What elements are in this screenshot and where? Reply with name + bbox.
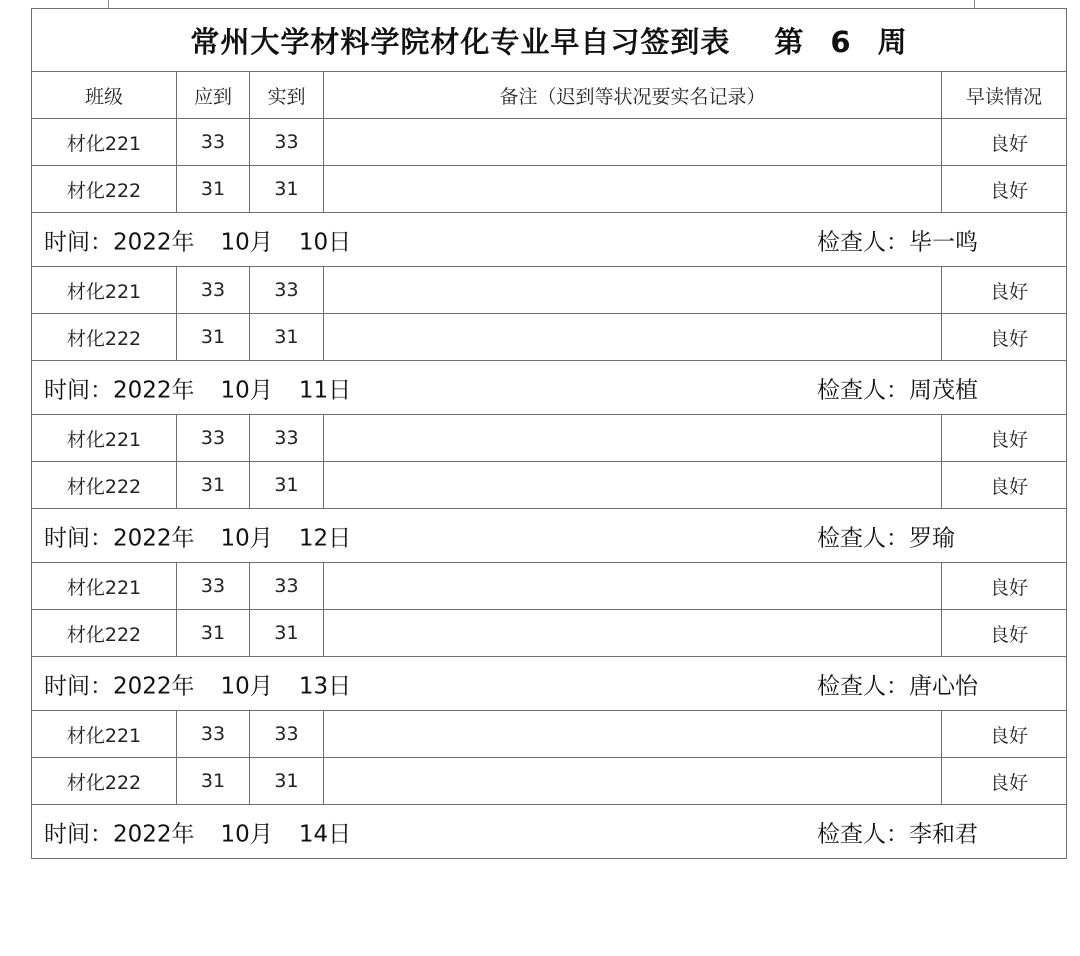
- time-label: 时间：: [44, 673, 113, 699]
- actual-cell: 31: [250, 314, 324, 361]
- table-row: [32, 415, 1067, 462]
- actual-cell: 33: [250, 711, 324, 758]
- header-actual: 实到: [250, 72, 324, 119]
- date-text: [44, 371, 351, 404]
- expected-cell: 31: [177, 758, 250, 805]
- checker-name: 罗瑜: [909, 525, 955, 551]
- expected-cell: 33: [177, 415, 250, 462]
- time-label: 时间：: [44, 525, 113, 551]
- actual-cell: 31: [250, 462, 324, 509]
- date-day: 13日: [298, 673, 352, 699]
- week-prefix: 第: [774, 24, 805, 59]
- date-month: 10月: [220, 673, 273, 699]
- date-year: 2022年: [113, 377, 195, 403]
- class-cell: 材化221: [32, 415, 177, 462]
- date-year: 2022年: [113, 525, 195, 551]
- header-row: [32, 72, 1067, 119]
- date-checker-row: [32, 805, 1067, 859]
- remarks-cell: [324, 462, 942, 509]
- remarks-cell: [324, 563, 942, 610]
- reading-cell: 良好: [942, 758, 1067, 805]
- class-cell: 材化221: [32, 563, 177, 610]
- table-title: [32, 9, 1067, 72]
- table-row: [32, 314, 1067, 361]
- checker-name: 毕一鸣: [909, 229, 978, 255]
- date-text: [44, 815, 351, 848]
- actual-cell: 33: [250, 267, 324, 314]
- class-cell: 材化221: [32, 711, 177, 758]
- expected-cell: 31: [177, 462, 250, 509]
- class-cell: 材化222: [32, 758, 177, 805]
- checker-text: [817, 371, 978, 404]
- time-label: 时间：: [44, 377, 113, 403]
- class-cell: 材化222: [32, 462, 177, 509]
- checker-label: 检查人：: [817, 229, 909, 255]
- actual-cell: 31: [250, 610, 324, 657]
- date-checker-row: [32, 213, 1067, 267]
- date-checker-cell: [32, 361, 1067, 415]
- reading-cell: 良好: [942, 314, 1067, 361]
- reading-cell: 良好: [942, 119, 1067, 166]
- table-row: [32, 462, 1067, 509]
- reading-cell: 良好: [942, 415, 1067, 462]
- class-cell: 材化221: [32, 267, 177, 314]
- table-row: [32, 166, 1067, 213]
- table-row: [32, 563, 1067, 610]
- time-label: 时间：: [44, 229, 113, 255]
- date-checker-cell: [32, 805, 1067, 859]
- title-main: 常州大学材料学院材化专业早自习签到表: [190, 24, 731, 59]
- class-cell: 材化222: [32, 610, 177, 657]
- actual-cell: 31: [250, 166, 324, 213]
- remarks-cell: [324, 267, 942, 314]
- checker-text: [817, 667, 978, 700]
- date-checker-cell: [32, 657, 1067, 711]
- remarks-cell: [324, 415, 942, 462]
- date-month: 10月: [220, 525, 273, 551]
- title-row: [32, 9, 1067, 72]
- table-row: [32, 119, 1067, 166]
- date-checker-cell: [32, 509, 1067, 563]
- class-cell: 材化221: [32, 119, 177, 166]
- checker-text: [817, 815, 978, 848]
- week-number: 6: [830, 24, 852, 59]
- reading-cell: 良好: [942, 711, 1067, 758]
- checker-name: 唐心怡: [909, 673, 978, 699]
- expected-cell: 33: [177, 267, 250, 314]
- table-row: [32, 758, 1067, 805]
- class-cell: 材化222: [32, 166, 177, 213]
- date-checker-row: [32, 361, 1067, 415]
- header-reading: 早读情况: [942, 72, 1067, 119]
- header-class: 班级: [32, 72, 177, 119]
- date-day: 14日: [298, 821, 352, 847]
- date-day: 11日: [298, 377, 352, 403]
- remarks-cell: [324, 610, 942, 657]
- checker-label: 检查人：: [817, 525, 909, 551]
- expected-cell: 31: [177, 314, 250, 361]
- date-month: 10月: [220, 229, 273, 255]
- checker-text: [817, 223, 978, 256]
- actual-cell: 33: [250, 119, 324, 166]
- remarks-cell: [324, 758, 942, 805]
- remarks-cell: [324, 711, 942, 758]
- table-row: [32, 711, 1067, 758]
- checker-label: 检查人：: [817, 377, 909, 403]
- remarks-cell: [324, 166, 942, 213]
- date-checker-row: [32, 657, 1067, 711]
- expected-cell: 31: [177, 166, 250, 213]
- date-year: 2022年: [113, 673, 195, 699]
- date-checker-cell: [32, 213, 1067, 267]
- date-month: 10月: [220, 377, 273, 403]
- checker-name: 李和君: [909, 821, 978, 847]
- date-text: [44, 519, 351, 552]
- checker-label: 检查人：: [817, 673, 909, 699]
- actual-cell: 33: [250, 563, 324, 610]
- checker-label: 检查人：: [817, 821, 909, 847]
- table-row: [32, 267, 1067, 314]
- date-month: 10月: [220, 821, 273, 847]
- remarks-cell: [324, 314, 942, 361]
- reading-cell: 良好: [942, 462, 1067, 509]
- date-year: 2022年: [113, 821, 195, 847]
- checker-text: [817, 519, 955, 552]
- time-label: 时间：: [44, 821, 113, 847]
- reading-cell: 良好: [942, 610, 1067, 657]
- reading-cell: 良好: [942, 267, 1067, 314]
- reading-cell: 良好: [942, 166, 1067, 213]
- date-day: 10日: [298, 229, 352, 255]
- actual-cell: 33: [250, 415, 324, 462]
- header-remarks: 备注（迟到等状况要实名记录）: [324, 72, 942, 119]
- date-checker-row: [32, 509, 1067, 563]
- expected-cell: 33: [177, 119, 250, 166]
- reading-cell: 良好: [942, 563, 1067, 610]
- expected-cell: 33: [177, 563, 250, 610]
- week-suffix: 周: [877, 24, 908, 59]
- expected-cell: 31: [177, 610, 250, 657]
- class-cell: 材化222: [32, 314, 177, 361]
- date-text: [44, 667, 351, 700]
- checker-name: 周茂植: [909, 377, 978, 403]
- actual-cell: 31: [250, 758, 324, 805]
- sign-in-table: [31, 8, 1067, 859]
- date-day: 12日: [298, 525, 352, 551]
- expected-cell: 33: [177, 711, 250, 758]
- remarks-cell: [324, 119, 942, 166]
- header-expected: 应到: [177, 72, 250, 119]
- table-row: [32, 610, 1067, 657]
- date-year: 2022年: [113, 229, 195, 255]
- date-text: [44, 223, 351, 256]
